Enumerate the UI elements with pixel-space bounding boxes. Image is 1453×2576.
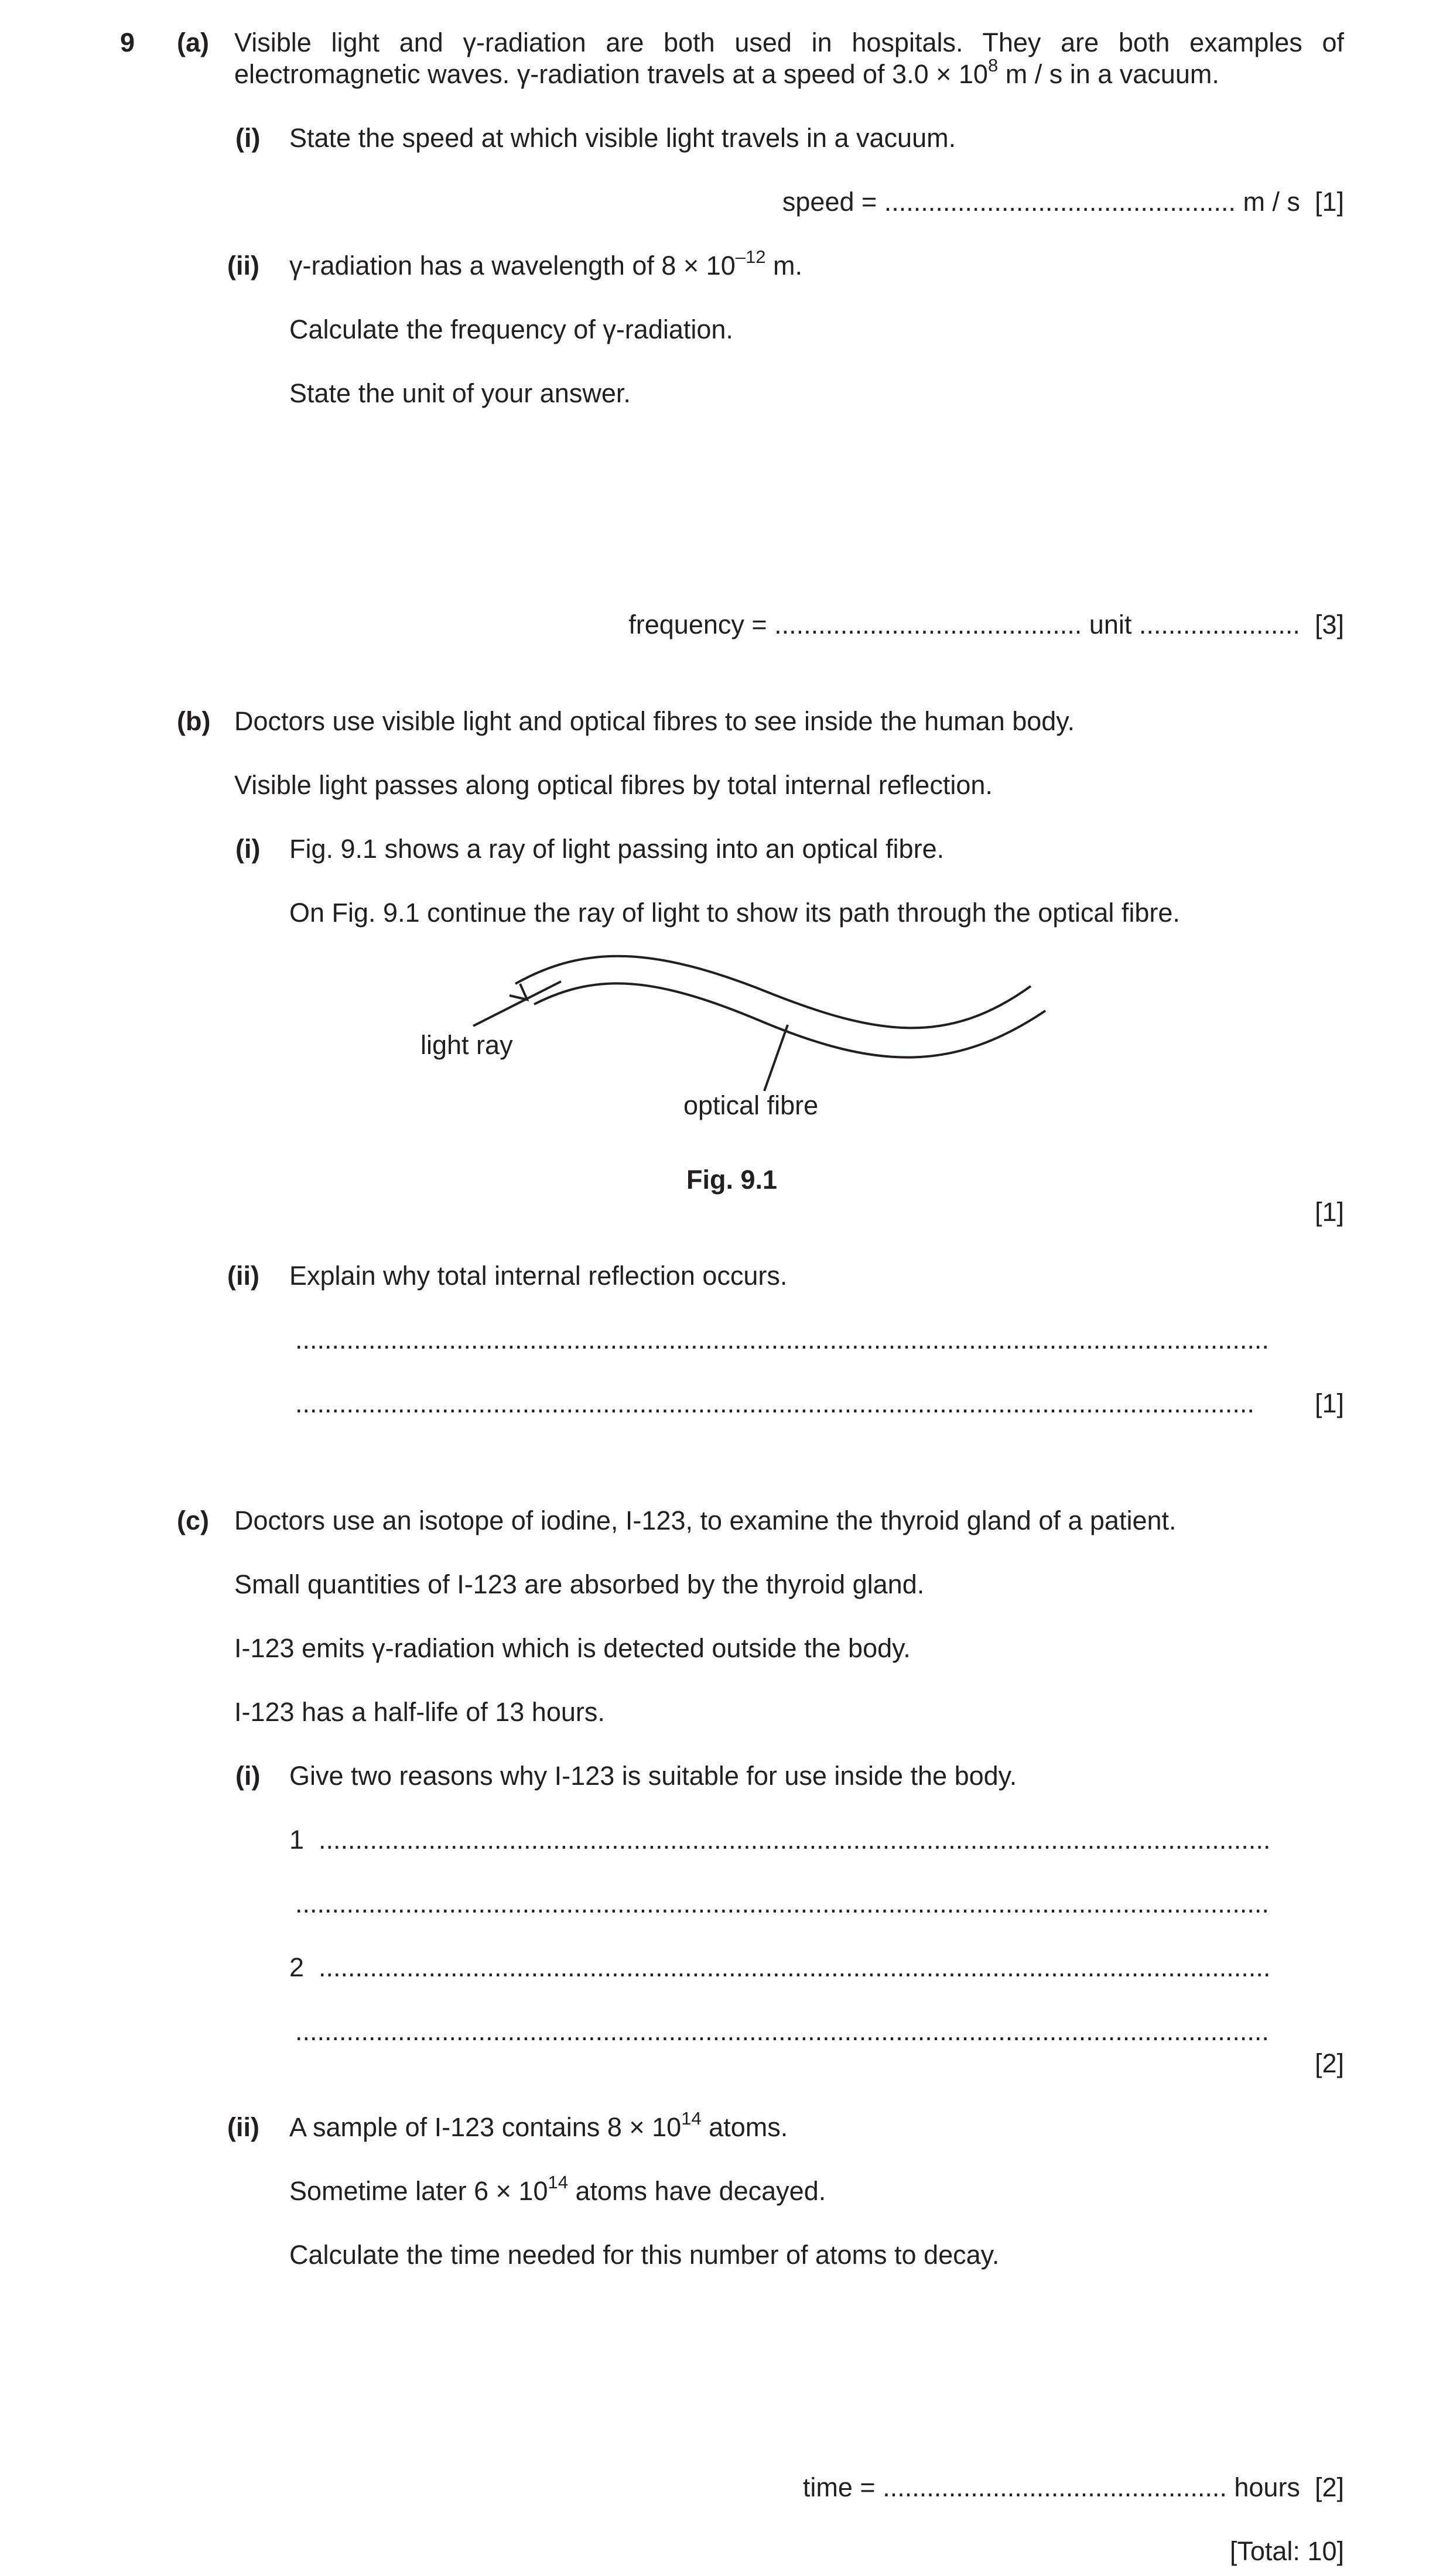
part-b-ii-label: (ii) [227,1261,259,1291]
part-c-line2: Small quantities of I-123 are absorbed by the thyroid gland. [234,1569,925,1599]
part-a-ii-line3: State the unit of your answer. [289,378,631,408]
explain-answer-line-2[interactable]: ................................................................................................................................... [1] [295,1388,1344,1418]
figure-caption: Fig. 9.1 [686,1165,778,1195]
part-b-label: (b) [177,706,211,736]
frequency-answer-line[interactable]: frequency = .......................................... unit ...................... [3] [628,610,1344,639]
part-c-line3: I-123 emits γ-radiation which is detected outside the body. [234,1633,911,1663]
optical-fibre-label: optical fibre [683,1090,819,1120]
reason-1-answer-line[interactable]: 1 .................................................................................................................................. [289,1825,1271,1855]
part-c-i-marks: [2] [1314,2048,1344,2078]
part-b-line2: Visible light passes along optical fibres by total internal reflection. [234,770,993,800]
part-a-ii-text: γ-radiation has a wavelength of $8 \times 10^{-12}$ m. [289,247,802,280]
part-a-intro-line2: electromagnetic waves. γ-radiation travels at a speed of $3.0 \times 10^8$ m / s in a vacuum. [234,55,1219,89]
part-b-i-instruction: On Fig. 9.1 continue the ray of light to show its path through the optical fibre. [289,898,1180,928]
reason-2-continuation-line[interactable]: ..................................................................................................................................... [295,2016,1269,2046]
fibre-lower-edge [534,983,1045,1057]
fibre-upper-edge [515,956,1031,1028]
part-a-i-label: (i) [235,123,261,153]
part-c-ii-line2: Sometime later $6 \times 10^{14}$ atoms have decayed. [289,2172,826,2206]
part-b-i-marks: [1] [1314,1197,1344,1227]
reason-1-continuation-line[interactable]: ..................................................................................................................................... [295,1889,1269,1918]
part-b-i-text: Fig. 9.1 shows a ray of light passing into an optical fibre. [289,834,945,864]
part-c-ii-label: (ii) [227,2112,259,2142]
part-b-line1: Doctors use visible light and optical fibres to see inside the human body. [234,706,1075,736]
time-answer-line[interactable]: time = ............................................... hours [2] [802,2472,1344,2502]
part-c-i-text: Give two reasons why I-123 is suitable for use inside the body. [289,1761,1017,1791]
light-ray-arrowhead [510,984,527,1000]
speed-answer-line[interactable]: speed = ................................................ m / s [1] [782,187,1344,217]
total-marks: [Total: 10] [1229,2536,1344,2566]
part-a-ii-label: (ii) [227,251,259,280]
light-ray-line [473,981,561,1026]
part-a-i-text: State the speed at which visible light travels in a vacuum. [289,123,956,153]
part-a-intro-line1: Visible light and γ-radiation are both used in hospitals. They are both examples of [234,28,1344,57]
part-c-line4: I-123 has a half-life of 13 hours. [234,1697,605,1727]
part-a-label: (a) [177,28,209,57]
fibre-pointer-line [764,1025,788,1091]
part-c-line1: Doctors use an isotope of iodine, I-123, to examine the thyroid gland of a patient. [234,1506,1177,1535]
part-b-ii-text: Explain why total internal reflection occurs. [289,1261,788,1291]
light-ray-label: light ray [420,1030,513,1060]
reason-2-answer-line[interactable]: 2 .................................................................................................................................. [289,1952,1271,1982]
part-b-i-label: (i) [235,834,261,864]
question-number: 9 [120,28,135,57]
explain-answer-line-1[interactable]: ..................................................................................................................................... [295,1325,1269,1354]
part-c-i-label: (i) [235,1761,261,1791]
part-a-ii-line2: Calculate the frequency of γ-radiation. [289,314,733,344]
part-c-ii-line3: Calculate the time needed for this number of atoms to decay. [289,2240,1000,2270]
part-c-label: (c) [177,1506,209,1535]
part-c-ii-line1: A sample of I-123 contains $8 \times 10^{14}$ atoms. [289,2108,788,2142]
